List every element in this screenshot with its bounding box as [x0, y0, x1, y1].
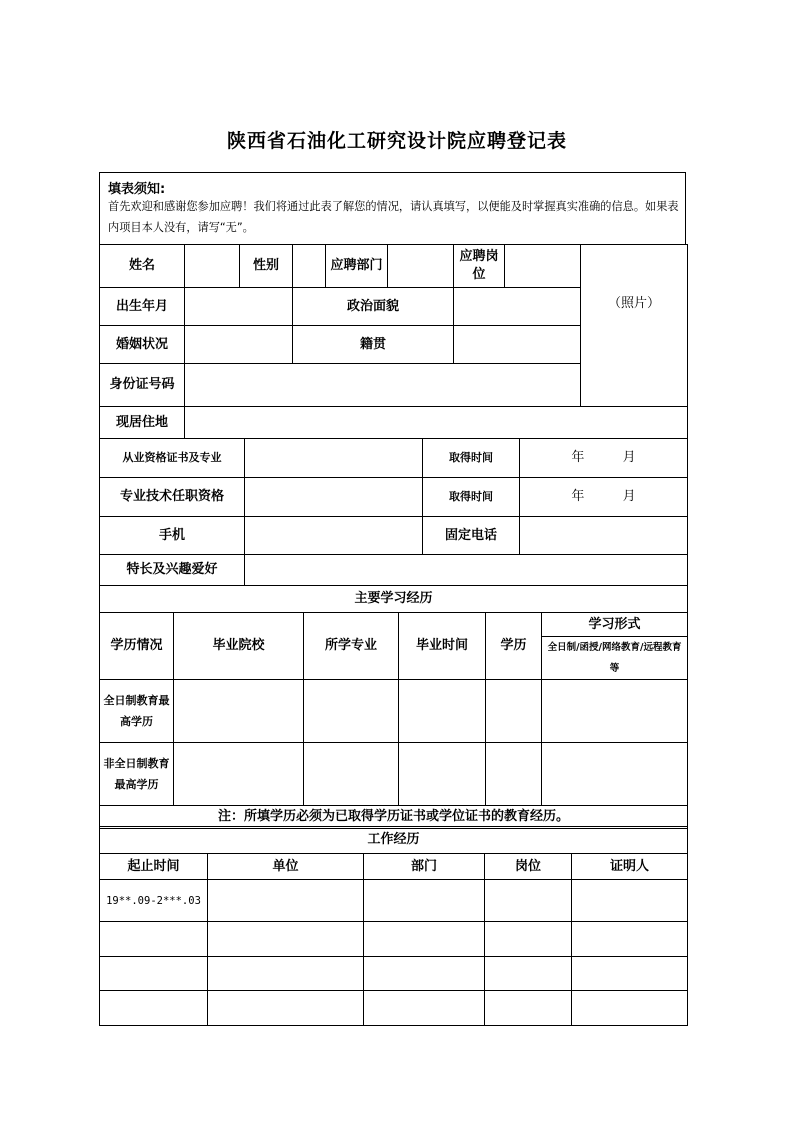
label-address: 现居住地 [100, 407, 185, 439]
work-post-3[interactable] [485, 957, 572, 991]
input-address[interactable] [185, 407, 688, 439]
work-unit-3[interactable] [208, 957, 364, 991]
label-landline: 固定电话 [423, 517, 520, 555]
label-id-no: 身份证号码 [100, 364, 185, 407]
title-year-label: 年 [571, 489, 585, 504]
label-cert: 从业资格证书及专业 [100, 439, 245, 478]
row-parttime-label: 非全日制教育最高学历 [100, 743, 174, 806]
work-witness-1[interactable] [572, 880, 688, 922]
label-title-time: 取得时间 [423, 478, 520, 517]
input-landline[interactable] [520, 517, 688, 555]
input-apply-post[interactable] [505, 245, 581, 288]
col-witness: 证明人 [572, 854, 688, 880]
fulltime-form[interactable] [542, 680, 688, 743]
cert-month-label: 月 [622, 450, 636, 465]
col-school: 毕业院校 [174, 613, 304, 680]
row-fulltime-label: 全日制教育最高学历 [100, 680, 174, 743]
title-month-label: 月 [622, 489, 636, 504]
education-section-title: 主要学习经历 [100, 586, 688, 613]
work-witness-2[interactable] [572, 922, 688, 957]
input-native[interactable] [454, 326, 581, 364]
work-period-2[interactable] [100, 922, 208, 957]
page-title: 陕西省石油化工研究设计院应聘登记表 [226, 130, 567, 152]
label-title-qual: 专业技术任职资格 [100, 478, 245, 517]
work-witness-4[interactable] [572, 991, 688, 1026]
col-grad-time: 毕业时间 [399, 613, 486, 680]
work-dept-4[interactable] [364, 991, 485, 1026]
parttime-major[interactable] [304, 743, 399, 806]
label-marital: 婚姻状况 [100, 326, 185, 364]
label-birth: 出生年月 [100, 288, 185, 326]
input-cert[interactable] [245, 439, 423, 478]
label-mobile: 手机 [100, 517, 245, 555]
parttime-grad-time[interactable] [399, 743, 486, 806]
label-cert-time: 取得时间 [423, 439, 520, 478]
work-unit-1[interactable] [208, 880, 364, 922]
col-period: 起止时间 [100, 854, 208, 880]
work-post-1[interactable] [485, 880, 572, 922]
fulltime-school[interactable] [174, 680, 304, 743]
work-period-4[interactable] [100, 991, 208, 1026]
photo-box[interactable]: （照片） [581, 245, 688, 407]
input-hobby[interactable] [245, 555, 688, 586]
parttime-form[interactable] [542, 743, 688, 806]
education-note: 注：所填学历必须为已取得学历证书或学位证书的教育经历。 [100, 806, 688, 829]
work-dept-2[interactable] [364, 922, 485, 957]
input-mobile[interactable] [245, 517, 423, 555]
work-unit-2[interactable] [208, 922, 364, 957]
input-title-qual[interactable] [245, 478, 423, 517]
work-post-4[interactable] [485, 991, 572, 1026]
col-post: 岗位 [485, 854, 572, 880]
input-political[interactable] [454, 288, 581, 326]
input-id-no[interactable] [185, 364, 581, 407]
col-degree: 学历 [486, 613, 542, 680]
work-dept-3[interactable] [364, 957, 485, 991]
input-title-time[interactable] [520, 478, 688, 517]
work-post-2[interactable] [485, 922, 572, 957]
col-unit: 单位 [208, 854, 364, 880]
label-name: 姓名 [100, 245, 185, 288]
parttime-school[interactable] [174, 743, 304, 806]
label-apply-post: 应聘岗位 [454, 245, 505, 288]
label-hobby: 特长及兴趣爱好 [100, 555, 245, 586]
col-edu-situation: 学历情况 [100, 613, 174, 680]
input-cert-time[interactable] [520, 439, 688, 478]
fulltime-grad-time[interactable] [399, 680, 486, 743]
work-period-3[interactable] [100, 957, 208, 991]
col-dept: 部门 [364, 854, 485, 880]
label-gender: 性别 [240, 245, 293, 288]
parttime-degree[interactable] [486, 743, 542, 806]
notice-heading: 填表须知: [108, 182, 166, 197]
label-native: 籍贯 [293, 326, 454, 364]
fulltime-major[interactable] [304, 680, 399, 743]
qualification-table [99, 438, 688, 586]
work-section-title: 工作经历 [100, 827, 688, 854]
col-major: 所学专业 [304, 613, 399, 680]
input-marital[interactable] [185, 326, 293, 364]
work-period-1[interactable]: 19**.09-2***.03 [100, 880, 208, 922]
work-table [99, 826, 688, 1026]
col-study-form-sub: 全日制/函授/网络教育/远程教育等 [542, 637, 688, 680]
input-gender[interactable] [293, 245, 326, 288]
work-witness-3[interactable] [572, 957, 688, 991]
label-apply-dept: 应聘部门 [326, 245, 388, 288]
notice-body: 首先欢迎和感谢您参加应聘！我们将通过此表了解您的情况，请认真填写，以便能及时掌握真实准确的信息。如果表内项目本人没有，请写“无”。 [108, 200, 679, 234]
cert-year-label: 年 [571, 450, 585, 465]
input-birth[interactable] [185, 288, 293, 326]
input-name[interactable] [185, 245, 240, 288]
work-unit-4[interactable] [208, 991, 364, 1026]
notice-box [99, 172, 686, 244]
work-dept-1[interactable] [364, 880, 485, 922]
basic-info-table [99, 244, 688, 439]
col-study-form: 学习形式 [542, 613, 688, 637]
fulltime-degree[interactable] [486, 680, 542, 743]
education-table [99, 585, 688, 829]
input-apply-dept[interactable] [388, 245, 454, 288]
label-political: 政治面貌 [293, 288, 454, 326]
